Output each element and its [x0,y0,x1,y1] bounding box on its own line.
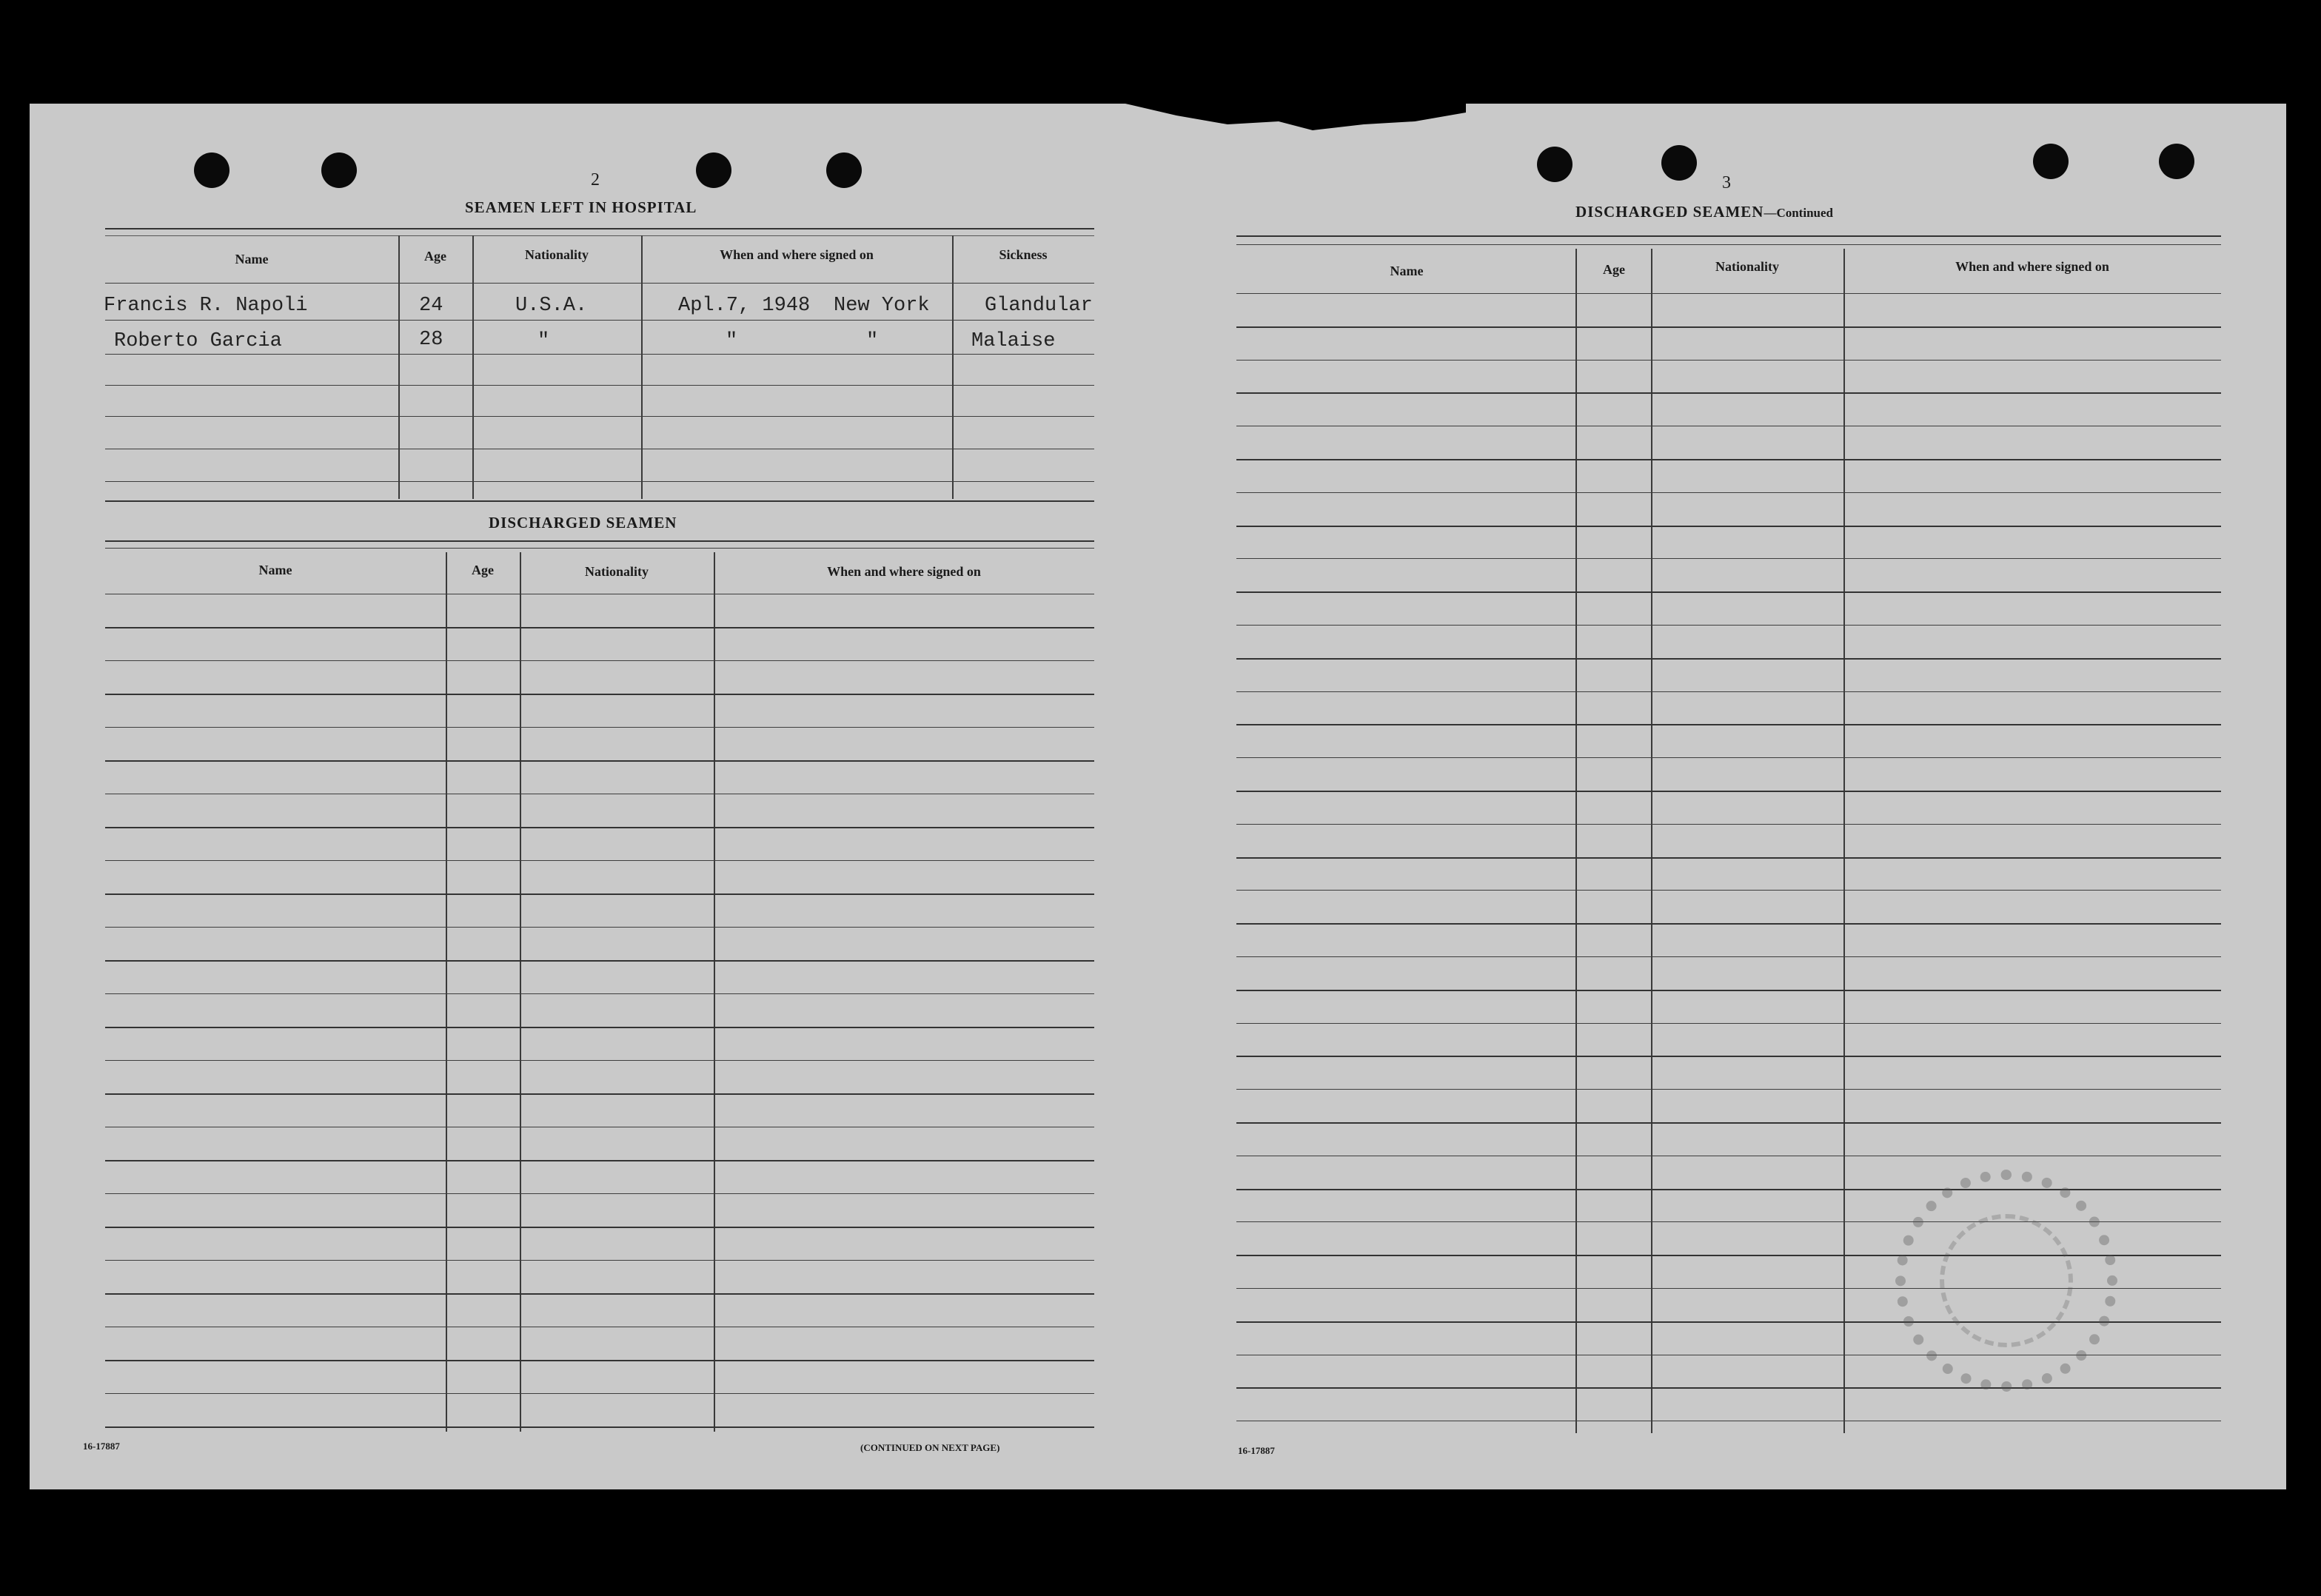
table-cell-place: " [866,330,879,352]
ruled-line [1236,526,2221,527]
ruled-line [105,727,1094,728]
form-number-left: 16-17887 [83,1441,120,1452]
right-header-name: Name [1390,264,1424,278]
discharged-section-title: DISCHARGED SEAMEN [489,514,677,532]
ruled-line [1236,625,2221,626]
ruled-line [1236,360,2221,361]
hospital-header-nationality: Nationality [524,247,589,262]
torn-edge [1125,104,1466,133]
ruled-line [1236,1056,2221,1057]
ruled-line [105,1227,1094,1228]
right-header-nationality: Nationality [1715,259,1779,274]
ruled-line [105,960,1094,962]
ruled-line [105,760,1094,762]
left-page-number: 2 [591,170,600,190]
ruled-line [1236,1122,2221,1124]
ruled-line [1236,890,2221,891]
ruled-line [1236,1023,2221,1024]
table-cell-date: Apl.7, 1948 [678,295,811,317]
ruled-line [1236,492,2221,493]
table-cell-age: 28 [419,329,443,351]
ruled-line [105,1393,1094,1394]
ruled-line [105,1360,1094,1361]
hospital-header-sickness: Sickness [999,247,1048,262]
table-cell-date: " [726,330,738,352]
ruled-line [1236,956,2221,957]
punch-hole [321,152,357,188]
punch-hole [826,152,862,188]
form-number-right: 16-17887 [1238,1445,1275,1456]
ruled-line [1236,791,2221,792]
ruled-line [105,993,1094,994]
ruled-line [105,1260,1094,1261]
table-cell-name: Francis R. Napoli [104,295,308,317]
right-header-signed-on: When and where signed on [1955,259,2109,274]
continued-note: (CONTINUED ON NEXT PAGE) [860,1442,1000,1453]
ruled-line [1236,558,2221,559]
ruled-line [1236,824,2221,825]
ruled-line [1236,691,2221,692]
punch-hole [1537,147,1573,182]
ruled-line [105,1027,1094,1028]
ruled-line [1236,757,2221,758]
ruled-line [105,1293,1094,1295]
ruled-line [105,893,1094,895]
hospital-section-title: SEAMEN LEFT IN HOSPITAL [465,198,697,216]
table-cell-sickness: Malaise [971,330,1056,352]
discharged-header-nationality: Nationality [584,564,649,579]
ruled-line [105,860,1094,861]
punch-hole [2033,144,2069,179]
table-cell-age: 24 [419,295,443,317]
table-cell-sickness: Glandular [985,295,1093,317]
right-header-age: Age [1603,262,1625,277]
punch-hole [2159,144,2194,179]
official-stamp-inner [1940,1214,2073,1347]
ruled-line [1236,658,2221,660]
ruled-line [1236,591,2221,593]
ruled-line [105,1060,1094,1061]
table-cell-nationality: U.S.A. [515,295,588,317]
ruled-line [1236,293,2221,294]
discharged-header-signed-on: When and where signed on [827,564,981,579]
discharged-header-age: Age [472,563,494,577]
hospital-header-name: Name [235,252,269,266]
ruled-line [105,1093,1094,1095]
ruled-line [105,827,1094,828]
hospital-header-signed-on: When and where signed on [720,247,874,262]
table-cell-nationality: " [537,330,550,352]
right-title-main: DISCHARGED SEAMEN [1575,203,1764,221]
ruled-line [105,927,1094,928]
ruled-line [1236,326,2221,328]
ruled-line [105,1193,1094,1194]
ruled-line [105,1426,1094,1428]
ruled-line [1236,1189,2221,1190]
ruled-line [105,660,1094,661]
table-cell-place: New York [834,295,930,317]
ruled-line [1236,1089,2221,1090]
ruled-line [105,694,1094,695]
ruled-line [1236,392,2221,394]
ruled-line [1236,990,2221,991]
hospital-table [105,228,1094,503]
hospital-header-age: Age [424,249,446,264]
punch-hole [696,152,731,188]
ruled-line [1236,724,2221,725]
table-cell-name: Roberto Garcia [114,330,282,352]
ruled-line [1236,923,2221,925]
ruled-line [105,627,1094,628]
right-section-title [1575,203,1833,221]
punch-hole [194,152,230,188]
discharged-header-name: Name [258,563,292,577]
right-title-suffix: —Continued [1764,206,1833,220]
right-page-number: 3 [1722,173,1731,192]
ruled-line [1236,459,2221,460]
ruled-line [105,1160,1094,1161]
ruled-line [1236,857,2221,859]
ruled-line [1236,1387,2221,1389]
punch-hole [1661,145,1697,181]
